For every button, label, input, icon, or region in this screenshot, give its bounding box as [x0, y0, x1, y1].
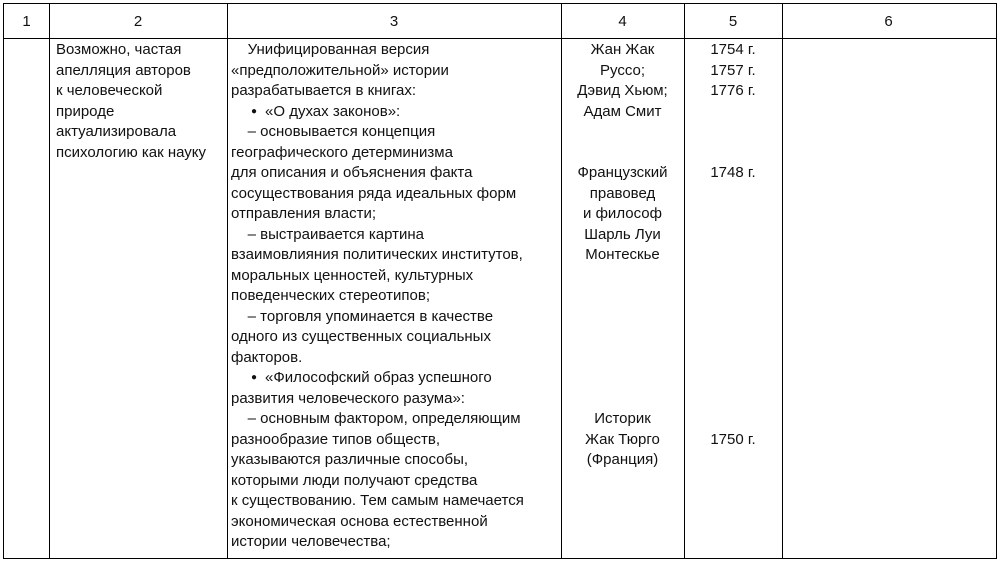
- text-line: апелляция авторов: [56, 61, 191, 79]
- column-divider: [49, 4, 50, 558]
- author-line: (Франция): [586, 451, 659, 468]
- author-line: Жан Жак: [590, 41, 655, 58]
- text-line: которыми люди получают средства: [231, 471, 478, 489]
- text-line: моральных ценностей, культурных: [231, 266, 474, 284]
- text-line: Возможно, частая: [56, 41, 182, 58]
- col2-text: [56, 40, 226, 163]
- year-line: 1776 г.: [710, 82, 756, 99]
- author-line: Адам Смит: [583, 102, 662, 120]
- author-line: Руссо;: [599, 61, 645, 79]
- bullet-text: «Философский образ успешного: [265, 369, 492, 386]
- col4-group-1: [561, 40, 684, 122]
- data-table: [3, 3, 997, 559]
- bullet-item: [231, 368, 559, 389]
- text-line: поведенческих стереотипов;: [231, 287, 431, 304]
- column-divider: [227, 4, 228, 558]
- header-divider: [4, 38, 996, 39]
- author-line: Дэвид Хьюм;: [577, 82, 668, 99]
- text-line: природе: [56, 102, 115, 120]
- col3-text: [231, 40, 559, 553]
- header-col-2: 2: [133, 12, 143, 30]
- text-line: разрабатывается в книгах:: [231, 82, 416, 99]
- col5-group-3: [684, 430, 782, 451]
- text-line: к человеческой: [56, 82, 163, 99]
- text-line: взаимовлияния политических институтов,: [231, 246, 523, 263]
- text-line: актуализировала: [56, 123, 177, 140]
- text-line: психологию как науку: [56, 143, 207, 161]
- text-line: экономическая основа естественной: [231, 512, 488, 530]
- bullet-item: [231, 102, 559, 123]
- text-line: «предположительной» истории: [231, 61, 449, 79]
- col5-group-1: [684, 40, 782, 102]
- text-line: – основным фактором, определяющим: [231, 410, 521, 427]
- header-col-6: 6: [884, 12, 893, 30]
- year-line: 1750 г.: [710, 431, 756, 448]
- text-line: географического детерминизма: [231, 143, 453, 161]
- author-line: и философ: [583, 205, 662, 222]
- text-line: указываются различные способы,: [231, 451, 469, 468]
- text-line: сосуществования ряда идеальных форм: [231, 184, 517, 202]
- text-line: отправления власти;: [231, 205, 376, 222]
- text-line: Унифицированная версия: [231, 41, 430, 58]
- text-line: истории человечества;: [231, 533, 391, 550]
- author-line: Монтескье: [585, 246, 660, 263]
- bullet-icon: [251, 369, 265, 386]
- text-line: факторов.: [231, 348, 303, 366]
- author-line: Шарль Луи: [584, 225, 661, 243]
- bullet-text: «О духах законов»:: [265, 102, 401, 120]
- header-col-3: 3: [389, 12, 399, 30]
- col4-group-2: [561, 163, 684, 266]
- text-line: – выстраивается картина: [231, 225, 424, 243]
- col4-group-3: [561, 409, 684, 471]
- author-line: Жак Тюрго: [585, 430, 660, 448]
- author-line: Историк: [594, 410, 651, 427]
- text-line: – основывается концепция: [231, 123, 436, 140]
- text-line: развития человеческого разума»:: [231, 389, 465, 407]
- year-line: 1748 г.: [710, 164, 756, 181]
- column-divider: [782, 4, 783, 558]
- text-line: одного из существенных социальных: [231, 328, 491, 345]
- author-line: Французский: [577, 164, 668, 181]
- text-line: – торговля упоминается в качестве: [231, 307, 494, 325]
- text-line: разнообразие типов обществ,: [231, 430, 441, 448]
- year-line: 1757 г.: [710, 61, 756, 79]
- text-line: для описания и объяснения факта: [231, 164, 473, 181]
- header-col-1: 1: [22, 12, 31, 30]
- author-line: правовед: [589, 184, 656, 202]
- text-line: к существованию. Тем самым намечается: [231, 492, 524, 509]
- header-col-5: 5: [728, 12, 738, 30]
- bullet-icon: [251, 103, 265, 120]
- header-col-4: 4: [618, 12, 627, 30]
- col5-group-2: [684, 163, 782, 184]
- year-line: 1754 г.: [710, 41, 756, 58]
